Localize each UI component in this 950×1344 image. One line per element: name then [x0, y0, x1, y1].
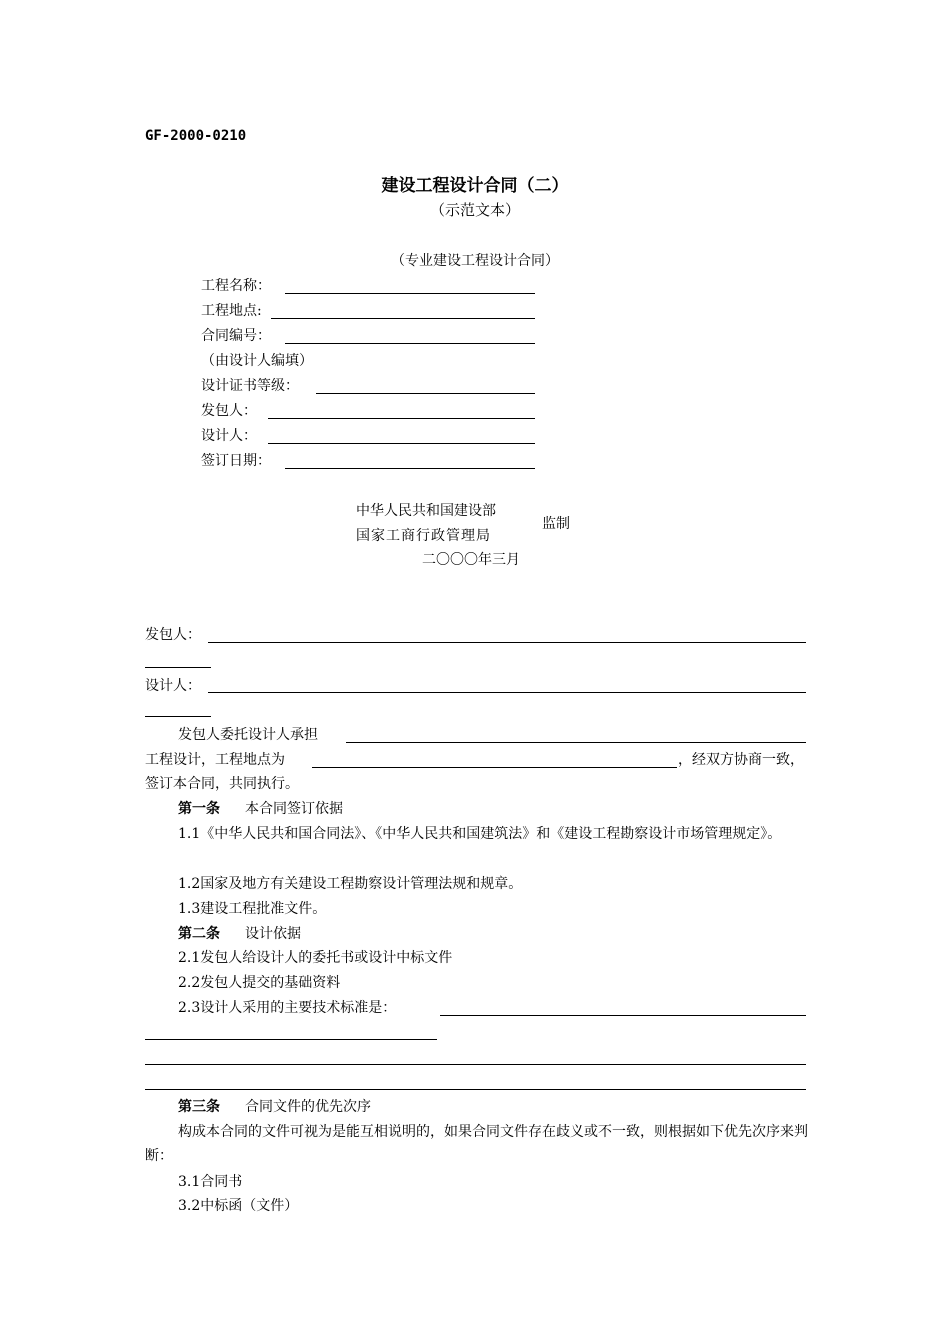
issuer-action: 监制: [542, 516, 570, 532]
contract-kind: （专业建设工程设计合同）: [391, 253, 559, 269]
field-line-contract-no[interactable]: [285, 343, 535, 344]
field-line-designer[interactable]: [268, 443, 535, 444]
intro-line1: 发包人委托设计人承担: [178, 727, 318, 743]
document-code: GF-2000-0210: [145, 128, 247, 144]
field-note-contract-no: （由设计人编填）: [201, 353, 313, 369]
issuer-org2: 国家工商行政管理局: [356, 528, 491, 544]
intro-project-line[interactable]: [346, 742, 806, 743]
party-designer-line[interactable]: [208, 692, 806, 693]
article2-standards-line[interactable]: [440, 1015, 806, 1016]
article1-item2: 1.2国家及地方有关建设工程勘察设计管理法规和规章。: [178, 876, 523, 892]
article2-blank-line-2[interactable]: [145, 1089, 806, 1090]
field-line-project-location[interactable]: [271, 318, 535, 319]
article2-item1: 2.1发包人给设计人的委托书或设计中标文件: [178, 950, 453, 966]
intro-line2-b: ，经双方协商一致，: [678, 752, 804, 768]
article3-body: 构成本合同的文件可视为是能互相说明的，如果合同文件存在歧义或不一致，则根据如下优先次序来判断：: [145, 1124, 808, 1164]
document-title: 建设工程设计合同（二）: [381, 176, 569, 196]
article1-heading: 第一条: [178, 801, 220, 817]
party-employer-line-cont[interactable]: [145, 667, 211, 668]
article3-title: 合同文件的优先次序: [245, 1099, 371, 1115]
party-designer-line-cont[interactable]: [145, 716, 211, 717]
article3-item1: 3.1合同书: [178, 1174, 243, 1190]
article2-item2: 2.2发包人提交的基础资料: [178, 975, 341, 991]
article1-item1: 1.1《中华人民共和国合同法》、《中华人民共和国建筑法》和《建设工程勘察设计市场管理规定》。: [178, 826, 782, 842]
field-label-project-location: 工程地点:: [201, 303, 262, 319]
field-label-project-name: 工程名称：: [201, 278, 271, 294]
article3-item2: 3.2中标函（文件）: [178, 1198, 299, 1214]
field-line-employer[interactable]: [268, 418, 535, 419]
field-label-sign-date: 签订日期：: [201, 453, 271, 469]
article2-item3: 2.3设计人采用的主要技术标准是：: [178, 1000, 397, 1016]
article3-heading: 第三条: [178, 1099, 220, 1115]
field-line-project-name[interactable]: [285, 293, 535, 294]
intro-line3: 签订本合同，共同执行。: [145, 776, 299, 792]
article1-title: 本合同签订依据: [245, 801, 343, 817]
article2-heading: 第二条: [178, 926, 220, 942]
field-label-designer: 设计人：: [201, 428, 257, 444]
article2-standards-line-cont[interactable]: [145, 1039, 437, 1040]
issuer-org1: 中华人民共和国建设部: [356, 503, 496, 519]
issue-date: 二〇〇〇年三月: [422, 552, 520, 568]
party-employer-label: 发包人：: [145, 627, 201, 643]
party-employer-line[interactable]: [208, 642, 806, 643]
article2-blank-line-1[interactable]: [145, 1064, 806, 1065]
party-designer-label: 设计人：: [145, 678, 201, 694]
field-line-sign-date[interactable]: [285, 468, 535, 469]
intro-line2-a: 工程设计，工程地点为: [145, 752, 285, 768]
intro-location-line[interactable]: [312, 767, 677, 768]
field-label-employer: 发包人：: [201, 403, 257, 419]
document-subtitle: （示范文本）: [429, 201, 520, 219]
field-label-cert-grade: 设计证书等级：: [201, 378, 299, 394]
field-line-cert-grade[interactable]: [316, 393, 535, 394]
field-label-contract-no: 合同编号：: [201, 328, 271, 344]
article2-title: 设计依据: [245, 926, 301, 942]
article1-item3: 1.3建设工程批准文件。: [178, 901, 327, 917]
